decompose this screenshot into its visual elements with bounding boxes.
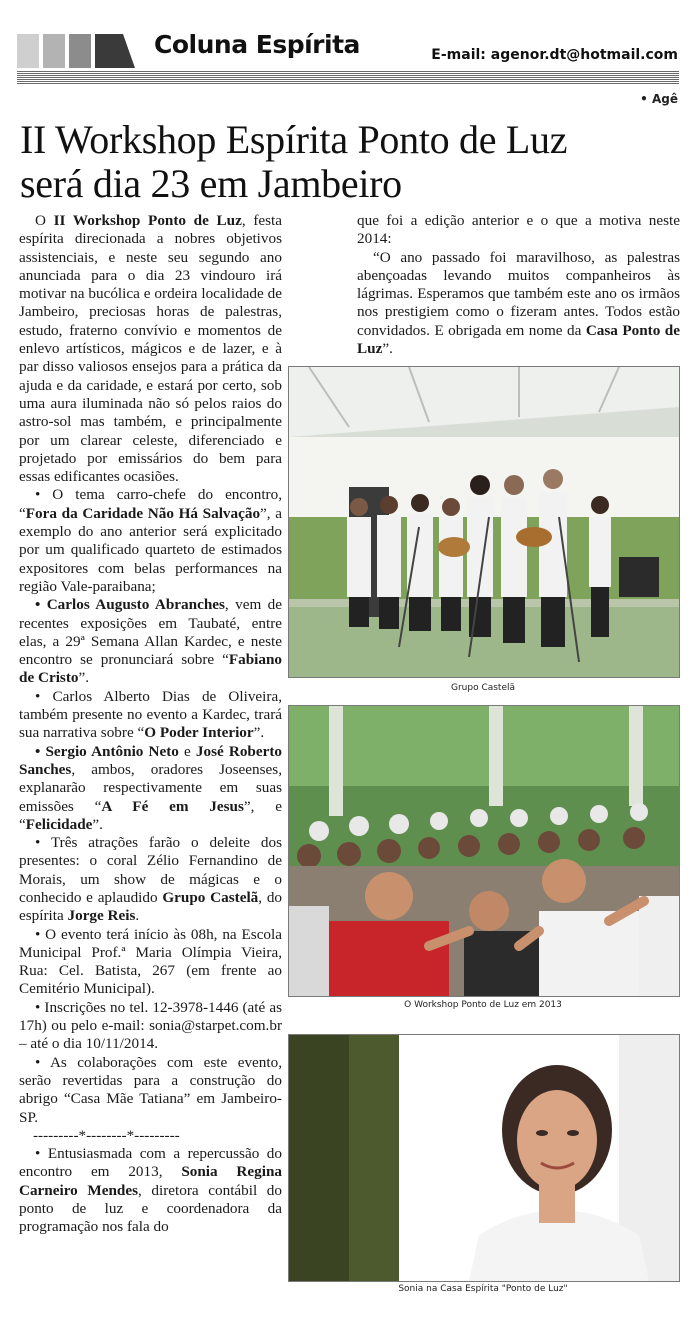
article-left-column xyxy=(19,212,282,1237)
section-title: Coluna Espírita xyxy=(154,30,360,59)
paragraph: que foi a edição anterior e o que a motiva neste 2014: xyxy=(357,212,680,248)
portrait-photo-illustration xyxy=(289,1035,679,1281)
paragraph: • As colaborações com este evento, serão revertidas para a construção do abrigo “Casa Mãe Tatiana” em Jambeiro-SP. xyxy=(19,1053,282,1126)
paragraph: “O ano passado foi maravilhoso, as palestras abençoadas levando muitos companheiros às lágrimas. Esperamos que também este ano os irmãos nos prestigiem como o fizeram antes. Todos estão convidados. E obrigada em nome da Casa Ponto de Luz”. xyxy=(357,248,680,358)
paragraph: • Carlos Augusto Abranches, vem de recentes exposições em Taubaté, entre elas, a 29ª Semana Allan Kardec, e neste encontro se pronunciará sobre “Fabiano de Cristo”. xyxy=(19,596,283,687)
header-decor-block xyxy=(95,34,135,68)
photo-caption: Sonia na Casa Espírita "Ponto de Luz" xyxy=(398,1284,568,1294)
paragraph: • O evento terá início às 08h, na Escola Municipal Prof.ª Maria Olímpia Vieira, Rua: Cel. Batista, 267 (em frente ao Cemitério Municipal). xyxy=(19,925,282,998)
photo-caption: O Workshop Ponto de Luz em 2013 xyxy=(404,1000,562,1010)
headline-line-1: II Workshop Espírita Ponto de Luz xyxy=(20,117,568,162)
photo-caption: Grupo Castelã xyxy=(450,683,516,693)
paragraph: • Sergio Antônio Neto e José Roberto Sanches, ambos, oradores Joseenses, explanarão respectivamente em suas emissões “A Fé em Jesus”, e “Felicidade”. xyxy=(19,742,282,833)
header-decor-block xyxy=(17,34,39,68)
paragraph: O II Workshop Ponto de Luz, festa espírita direcionada a nobres objetivos assistenciais, e neste seu segundo ano anunciada para o dia 23 vindouro irá motivar na bucólica e ordeira localidade de Jambeiro, preciosas horas de palestras, estudo, fraterno convívio e momentos de enlevo artísticos, mágicos e de lazer, e à par disso valiosos ensejos para a prática da ajuda e da caridade, e estará por certo, sob uma aura iluminada não só pelos raios do astro-sol mas também, e principalmente por um clarear celeste, diferenciado e projetado por emissários do bem para essas edificantes ocasiões. xyxy=(19,212,282,486)
audience-photo-illustration xyxy=(289,706,679,996)
header-decor-block xyxy=(43,34,65,68)
byline: • Agê xyxy=(640,92,678,106)
separator: ---------*--------*--------- xyxy=(33,1126,180,1144)
paragraph: • O tema carro-chefe do encontro, “Fora da Caridade Não Há Salvação”, a exemplo do ano anterior será explicitado por um qualificado quarteto de estimados expositores com belas performances na região Vale-paraibana; xyxy=(19,486,282,595)
paragraph: • Inscrições no tel. 12-3978-1446 (até as 17h) ou pelo e-mail: sonia@starpet.com.br – até o dia 10/11/2014. xyxy=(19,998,282,1053)
author-email[interactable]: E-mail: agenor.dt@hotmail.com xyxy=(431,47,678,63)
photo-sonia xyxy=(288,1034,680,1282)
band-photo-illustration xyxy=(289,367,679,677)
paragraph: • Carlos Alberto Dias de Oliveira, também presente no evento a Kardec, trará sua narrativa sobre “O Poder Interior”. xyxy=(19,687,282,742)
headline xyxy=(20,118,680,206)
column-header xyxy=(0,0,696,90)
header-rule xyxy=(17,70,679,84)
paragraph: • Entusiasmada com a repercussão do encontro em 2013, Sonia Regina Carneiro Mendes, diretora contábil do ponto de luz e coordenadora da programação nos fala do xyxy=(19,1145,282,1236)
header-decor-block xyxy=(69,34,91,68)
photo-grupo-castela xyxy=(288,366,680,678)
article-right-column xyxy=(357,212,680,358)
paragraph: • Três atrações farão o deleite dos presentes: o coral Zélio Fernandino de Morais, um show de mágicas e o conhecido e aplaudido Grupo Castelã, do espírita Jorge Reis. xyxy=(19,834,283,925)
photo-workshop-2013 xyxy=(288,705,680,997)
headline-line-2: será dia 23 em Jambeiro xyxy=(20,161,402,206)
